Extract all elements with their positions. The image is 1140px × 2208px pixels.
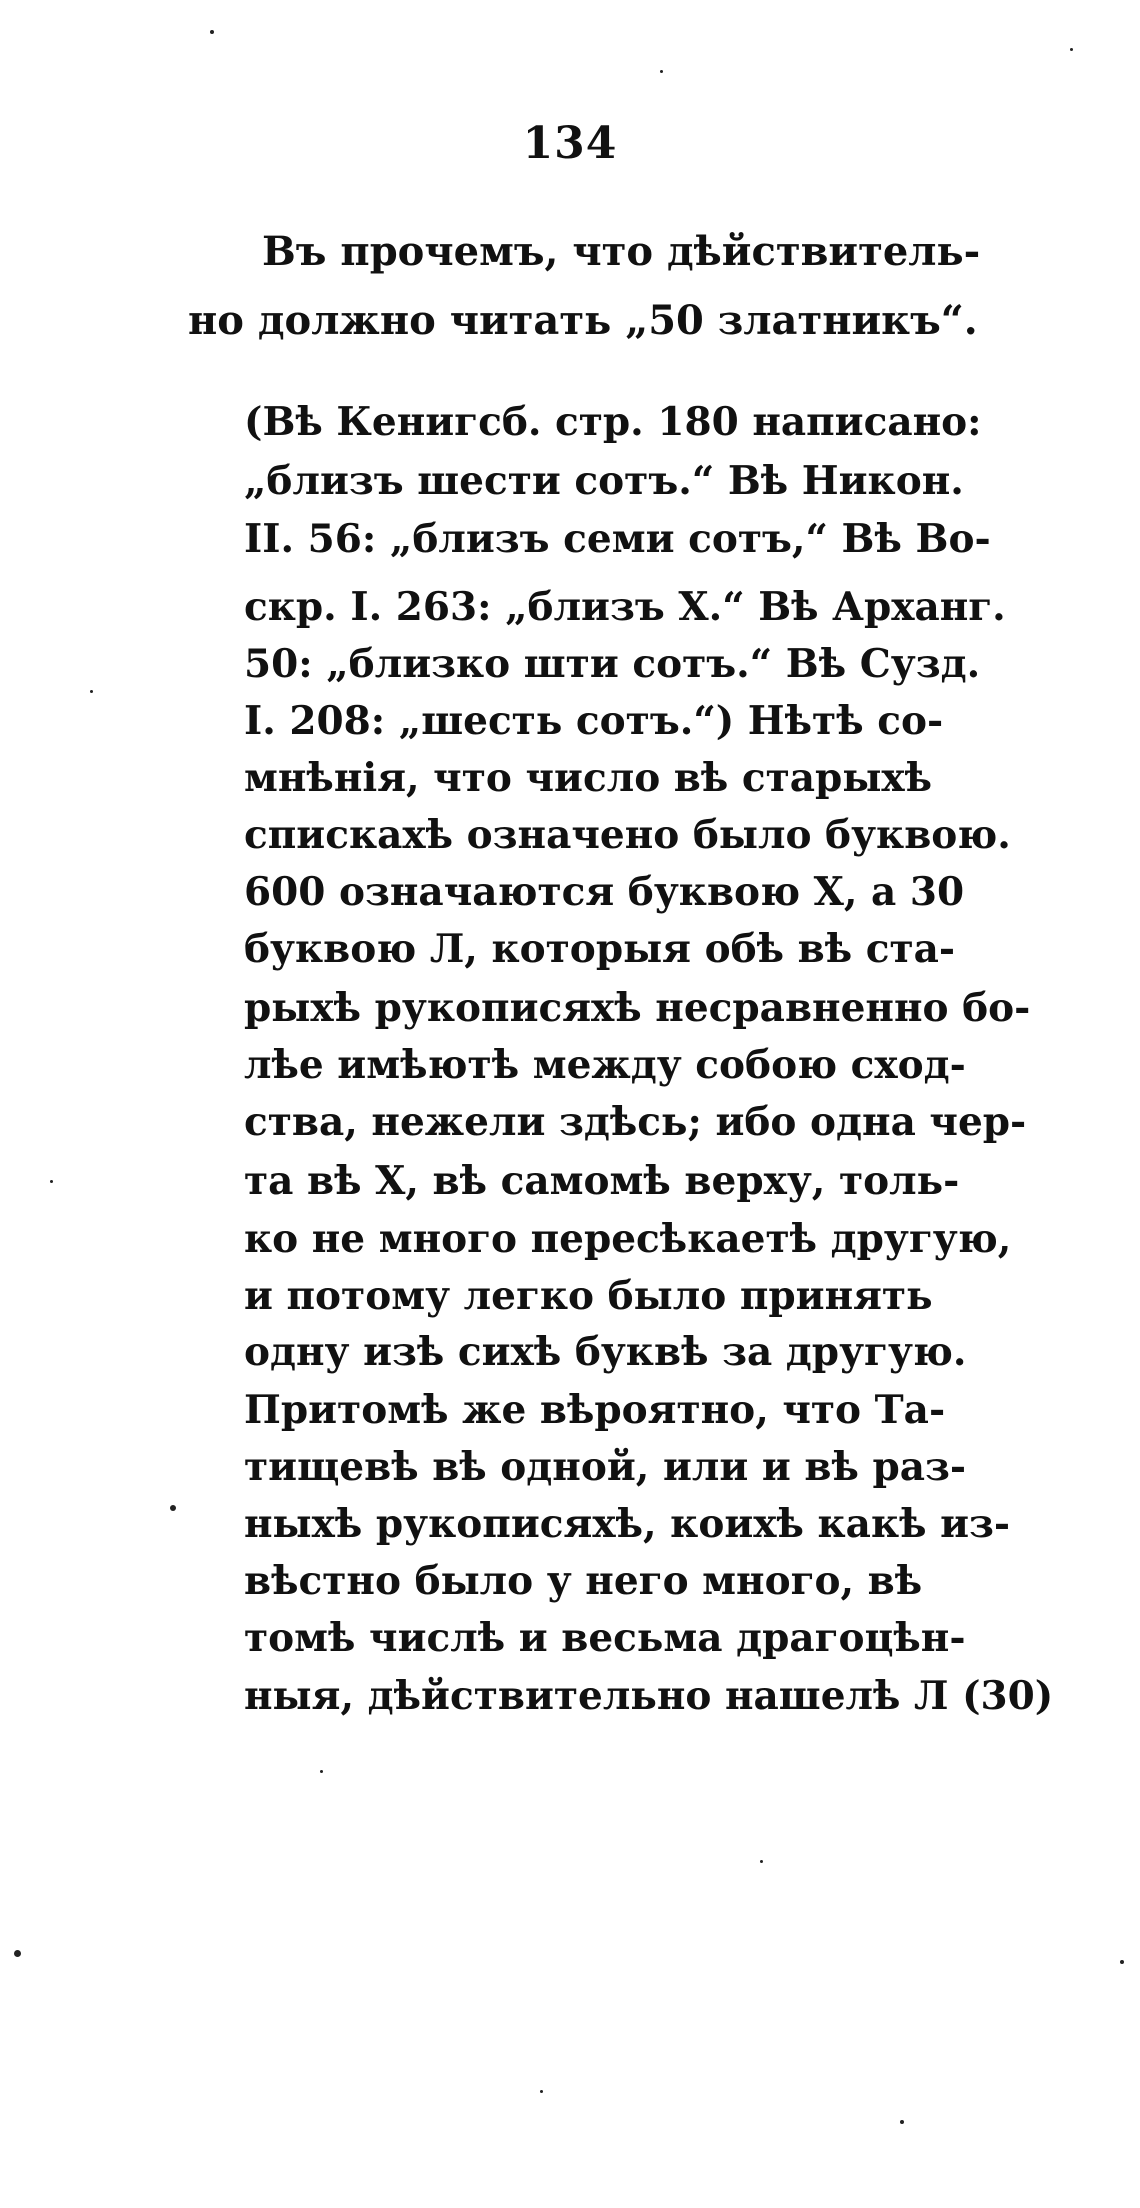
text-line-1: Въ прочемъ, что дѣйствитель-	[262, 228, 981, 275]
text-line-4: „близъ шести сотъ.“ Вѣ Никон.	[244, 458, 964, 504]
scan-speck	[900, 2120, 904, 2124]
text-line-5: II. 56: „близъ семи сотъ,“ Вѣ Во-	[244, 516, 991, 562]
scan-speck	[320, 1770, 323, 1773]
scan-speck	[540, 2090, 543, 2093]
text-line-23: вѣстно было у него много, вѣ	[244, 1558, 923, 1604]
text-line-17: ко не много пересѣкаетѣ другую,	[244, 1216, 1012, 1262]
page-number: 134	[522, 118, 618, 169]
text-line-10: спискахѣ означено было буквою.	[244, 812, 1011, 858]
text-line-20: Притомѣ же вѣроятно, что Та-	[244, 1387, 946, 1433]
scan-speck	[1120, 1960, 1124, 1964]
text-line-12: буквою Л, которыя обѣ вѣ ста-	[244, 926, 956, 972]
text-line-24: томѣ числѣ и весьма драгоцѣн-	[244, 1615, 966, 1661]
scan-speck	[660, 70, 663, 73]
scan-speck	[90, 690, 93, 693]
text-line-19: одну изѣ сихѣ буквѣ за другую.	[244, 1329, 967, 1375]
text-line-11: 600 означаются буквою Х, а 30	[244, 869, 965, 915]
scan-speck	[1070, 48, 1073, 51]
text-line-6: скр. I. 263: „близъ Х.“ Вѣ Арханг.	[244, 584, 1006, 630]
scan-speck	[170, 1505, 176, 1511]
scan-speck	[760, 1860, 763, 1863]
text-line-8: I. 208: „шесть сотъ.“) Нѣтѣ со-	[244, 698, 944, 744]
text-line-13: рыхѣ рукописяхѣ несравненно бо-	[244, 985, 1031, 1031]
text-line-15: ства, нежели здѣсь; ибо одна чер-	[244, 1099, 1027, 1145]
text-line-7: 50: „близко шти сотъ.“ Вѣ Сузд.	[244, 641, 981, 687]
text-line-2: но должно читать „50 златникъ“.	[188, 297, 978, 344]
text-line-22: ныхѣ рукописяхѣ, коихѣ какѣ из-	[244, 1501, 1011, 1547]
scan-speck	[14, 1950, 21, 1957]
text-line-14: лѣе имѣютѣ между собою сход-	[244, 1042, 966, 1088]
scan-speck	[50, 1180, 53, 1183]
text-line-18: и потому легко было принять	[244, 1273, 933, 1319]
text-line-9: мнѣнія, что число вѣ старыхѣ	[244, 755, 933, 801]
text-line-25: ныя, дѣйствительно нашелѣ Л (30)	[244, 1673, 1054, 1719]
text-line-3: (Вѣ Кенигсб. стр. 180 написано:	[244, 399, 982, 445]
scan-speck	[210, 30, 214, 34]
text-line-16: та вѣ Х, вѣ самомѣ верху, толь-	[244, 1158, 960, 1204]
text-line-21: тищевѣ вѣ одной, или и вѣ раз-	[244, 1444, 967, 1490]
